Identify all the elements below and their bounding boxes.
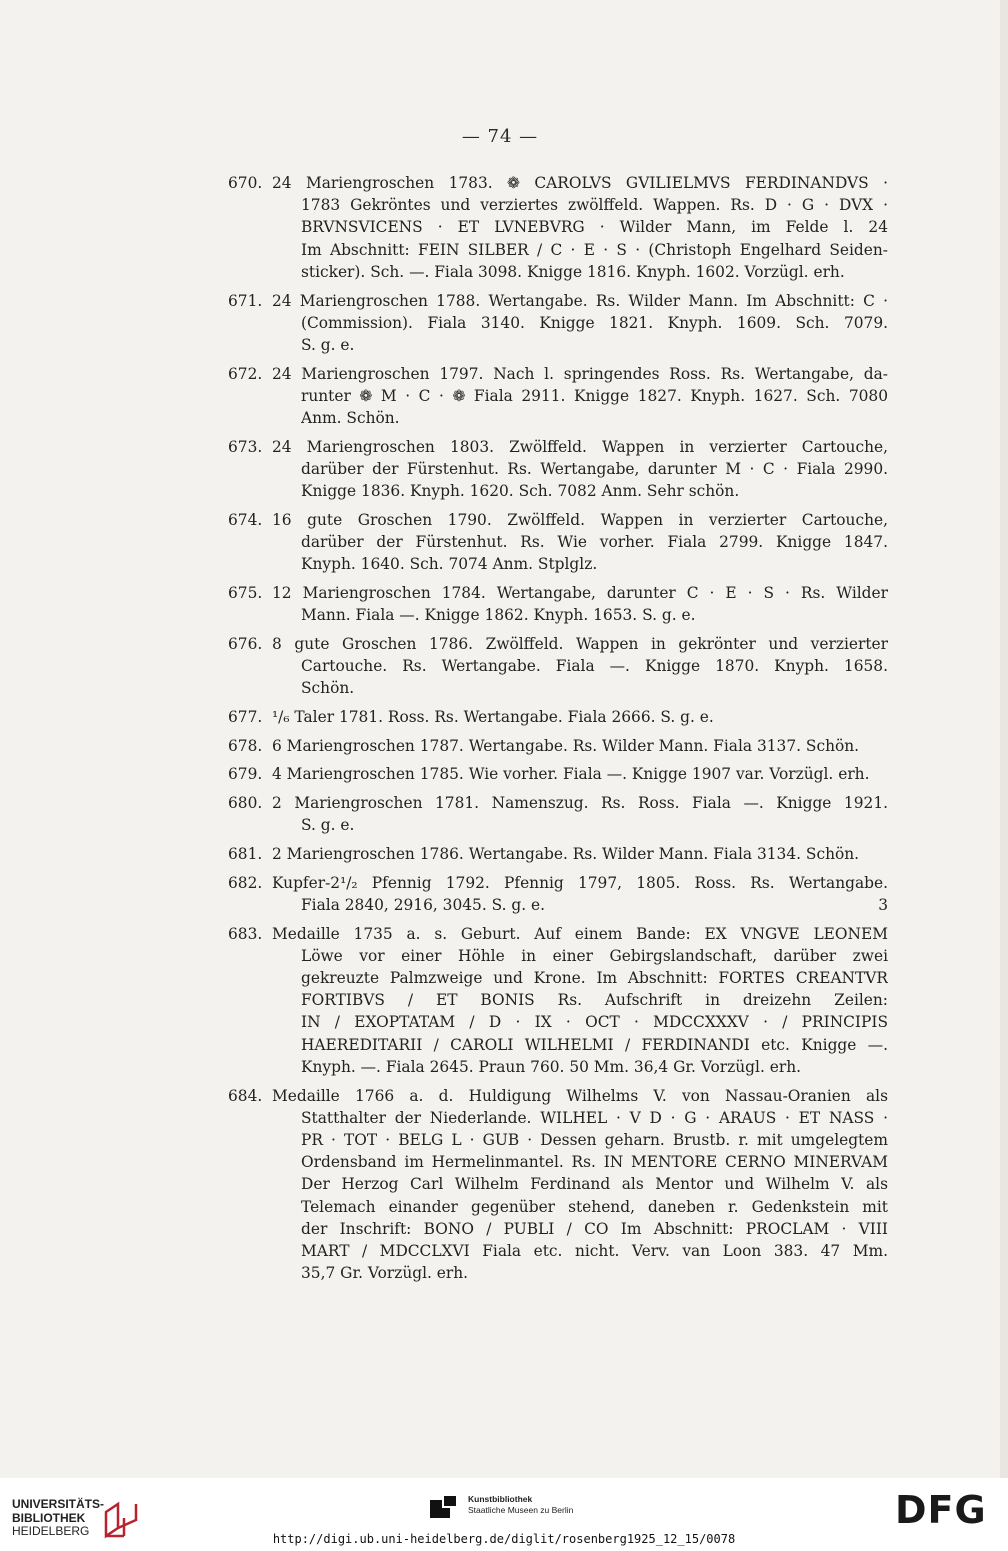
entry-number: 683. (228, 924, 263, 943)
entry-text-line: Im Abschnitt: FEIN SILBER / C · E · S · (Christoph Engelhard Seiden- (301, 240, 888, 259)
ub-line-1: UNIVERSITÄTS- (12, 1497, 105, 1511)
entry-text-line: 6 Mariengroschen 1787. Wertangabe. Rs. Wilder Mann. Fiala 3137. Schön. (272, 736, 860, 755)
entry-number: 674. (228, 510, 263, 529)
entry-text-line: Knyph. —. Fiala 2645. Praun 760. 50 Mm. 36,4 Gr. Vorzügl. erh. (301, 1057, 802, 1076)
entry-text-line: Fiala 2840, 2916, 3045. S. g. e. 3 (301, 894, 888, 916)
catalog-entry (228, 633, 888, 700)
entry-text-line: darüber der Fürstenhut. Rs. Wertangabe, darunter M · C · Fiala 2990. (301, 459, 888, 478)
entry-text-line: Telemach einander gegenüber stehend, daneben r. Gedenkstein mit (301, 1197, 888, 1216)
kunstbibliothek-logo[interactable] (428, 1492, 608, 1526)
dfg-logo[interactable]: DFG (895, 1488, 987, 1532)
catalog-entry (228, 363, 888, 430)
entry-text-line: 24 Mariengroschen 1788. Wertangabe. Rs. Wilder Mann. Im Abschnitt: C · (272, 291, 888, 310)
page-number: — 74 — (461, 126, 539, 147)
kb-line-1: Kunstbibliothek (468, 1494, 533, 1504)
entry-text-line: Medaille 1766 a. d. Huldigung Wilhelms V. von Nassau-Oranien als (272, 1086, 888, 1105)
entry-text-line: 16 gute Groschen 1790. Zwölffeld. Wappen in verzierter Cartouche, (272, 510, 888, 529)
entry-text-line: ¹/₆ Taler 1781. Ross. Rs. Wertangabe. Fiala 2666. S. g. e. (272, 707, 714, 726)
entry-number: 677. (228, 707, 263, 726)
entry-number: 682. (228, 873, 263, 892)
catalog-entry (228, 792, 888, 836)
entry-text-line: HAEREDITARII / CAROLI WILHELMI / FERDINANDI etc. Knigge —. (301, 1035, 888, 1054)
entry-text-line: BRVNSVICENS · ET LVNEBVRG · Wilder Mann, im Felde l. 24 (301, 218, 888, 237)
entry-text-line: (Commission). Fiala 3140. Knigge 1821. Knyph. 1609. Sch. 7079. (301, 313, 888, 332)
entry-text-line: Anm. Schön. (301, 409, 400, 428)
entry-text-line: PR · TOT · BELG L · GUB · Dessen geharn. Brustb. r. mit umgelegtem (301, 1130, 888, 1149)
entry-text-line: 24 Mariengroschen 1803. Zwölffeld. Wappen in verzierter Cartouche, (272, 437, 888, 456)
entry-text-line: 24 Mariengroschen 1783. ❁ CAROLVS GVILIELMVS FERDINANDVS · (272, 174, 888, 192)
catalog-entry (228, 436, 888, 503)
catalog-entry (228, 1085, 888, 1285)
entry-text-line: Der Herzog Carl Wilhelm Ferdinand als Mentor und Wilhelm V. als (301, 1175, 888, 1194)
entry-text-line: 24 Mariengroschen 1797. Nach l. springendes Ross. Rs. Wertangabe, da- (272, 364, 888, 383)
entry-trailing-count: 3 (878, 895, 888, 914)
catalog-entry (228, 872, 888, 916)
entry-text-line: Knigge 1836. Knyph. 1620. Sch. 7082 Anm. Sehr schön. (301, 482, 740, 501)
entry-number: 678. (228, 736, 263, 755)
permalink-url[interactable]: http://digi.ub.uni-heidelberg.de/diglit/rosenberg1925_12_15/0078 (272, 1532, 736, 1546)
catalog-entry (228, 582, 888, 626)
entry-text-line: 8 gute Groschen 1786. Zwölffeld. Wappen in gekrönter und verzierter (272, 634, 888, 653)
entry-text-line: S. g. e. (301, 335, 355, 354)
entry-text-line: 12 Mariengroschen 1784. Wertangabe, darunter C · E · S · Rs. Wilder (272, 583, 888, 602)
entry-number: 676. (228, 634, 263, 653)
entry-text-line: Cartouche. Rs. Wertangabe. Fiala —. Knigge 1870. Knyph. 1658. (301, 657, 888, 676)
catalog-entry (228, 509, 888, 576)
entry-text-line: 2 Mariengroschen 1781. Namenszug. Rs. Ross. Fiala —. Knigge 1921. (272, 794, 888, 813)
entry-text-line: MART / MDCCLXVI Fiala etc. nicht. Verv. van Loon 383. 47 Mm. (301, 1241, 888, 1260)
catalog-entries (228, 172, 888, 1291)
entry-number: 684. (228, 1086, 263, 1105)
entry-text-line: sticker). Sch. —. Fiala 3098. Knigge 1816. Knyph. 1602. Vorzügl. erh. (301, 262, 845, 281)
entry-number: 672. (228, 364, 263, 383)
entry-text-line: Löwe vor einer Höhle in einer Gebirgslandschaft, darüber zwei (301, 946, 888, 965)
entry-text-line: 35,7 Gr. Vorzügl. erh. (301, 1264, 469, 1283)
entry-text-line: darüber der Fürstenhut. Rs. Wie vorher. Fiala 2799. Knigge 1847. (301, 533, 888, 552)
entry-number: 675. (228, 583, 263, 602)
entry-text-line: Knyph. 1640. Sch. 7074 Anm. Stplglz. (301, 555, 598, 574)
catalog-entry (228, 735, 888, 757)
entry-text-line: Mann. Fiala —. Knigge 1862. Knyph. 1653. S. g. e. (301, 606, 696, 625)
catalog-entry (228, 706, 888, 728)
kb-line-2: Staatliche Museen zu Berlin (468, 1505, 574, 1515)
footer (0, 1478, 1008, 1551)
entry-text-line: der Inschrift: BONO / PUBLI / CO Im Abschnitt: PROCLAM · VIII (301, 1219, 888, 1238)
kunstbibliothek-mark-icon (428, 1494, 458, 1520)
entry-text-line: Ordensband im Hermelinmantel. Rs. IN MENTORE CERNO MINERVAM (301, 1153, 888, 1172)
entry-number: 670. (228, 174, 263, 192)
entry-text-line: 2 Mariengroschen 1786. Wertangabe. Rs. Wilder Mann. Fiala 3134. Schön. (272, 844, 860, 863)
catalog-entry (228, 923, 888, 1078)
entry-text-line: Statthalter der Niederlande. WILHEL · V D · G · ARAUS · ET NASS · (301, 1108, 888, 1127)
entry-text-line: IN / EXOPTATAM / D · IX · OCT · MDCCXXXV · / PRINCIPIS (301, 1013, 888, 1032)
entry-text-line: S. g. e. (301, 816, 355, 835)
entry-text-line: Medaille 1735 a. s. Geburt. Auf einem Bande: EX VNGVE LEONEM (272, 924, 888, 943)
entry-text-line: 4 Mariengroschen 1785. Wie vorher. Fiala —. Knigge 1907 var. Vorzügl. erh. (272, 765, 870, 784)
entry-number: 673. (228, 437, 263, 456)
entry-number: 679. (228, 765, 263, 784)
ub-line-2: BIBLIOTHEK (12, 1510, 86, 1525)
entry-text-line: Kupfer-2¹/₂ Pfennig 1792. Pfennig 1797, 1805. Ross. Rs. Wertangabe. (272, 873, 888, 892)
entry-number: 681. (228, 844, 263, 863)
entry-text-line: 1783 Gekröntes und verziertes zwölffeld. Wappen. Rs. D · G · DVX · (301, 196, 888, 215)
entry-number: 680. (228, 794, 263, 813)
catalog-entry (228, 843, 888, 865)
entry-text-line: gekreuzte Palmzweige und Krone. Im Abschnitt: FORTES CREANTVR (301, 969, 888, 987)
entry-text-line: Schön. (301, 679, 355, 698)
catalog-entry (228, 290, 888, 357)
entry-number: 671. (228, 291, 263, 310)
entry-text-line: runter ❁ M · C · ❁ Fiala 2911. Knigge 1827. Knyph. 1627. Sch. 7080 (301, 386, 888, 405)
entry-text-line: FORTIBVS / ET BONIS Rs. Aufschrift in dreizehn Zeilen: (301, 991, 888, 1010)
ub-line-3: HEIDELBERG (12, 1524, 90, 1538)
catalog-entry (228, 763, 888, 785)
catalog-entry (228, 172, 888, 283)
